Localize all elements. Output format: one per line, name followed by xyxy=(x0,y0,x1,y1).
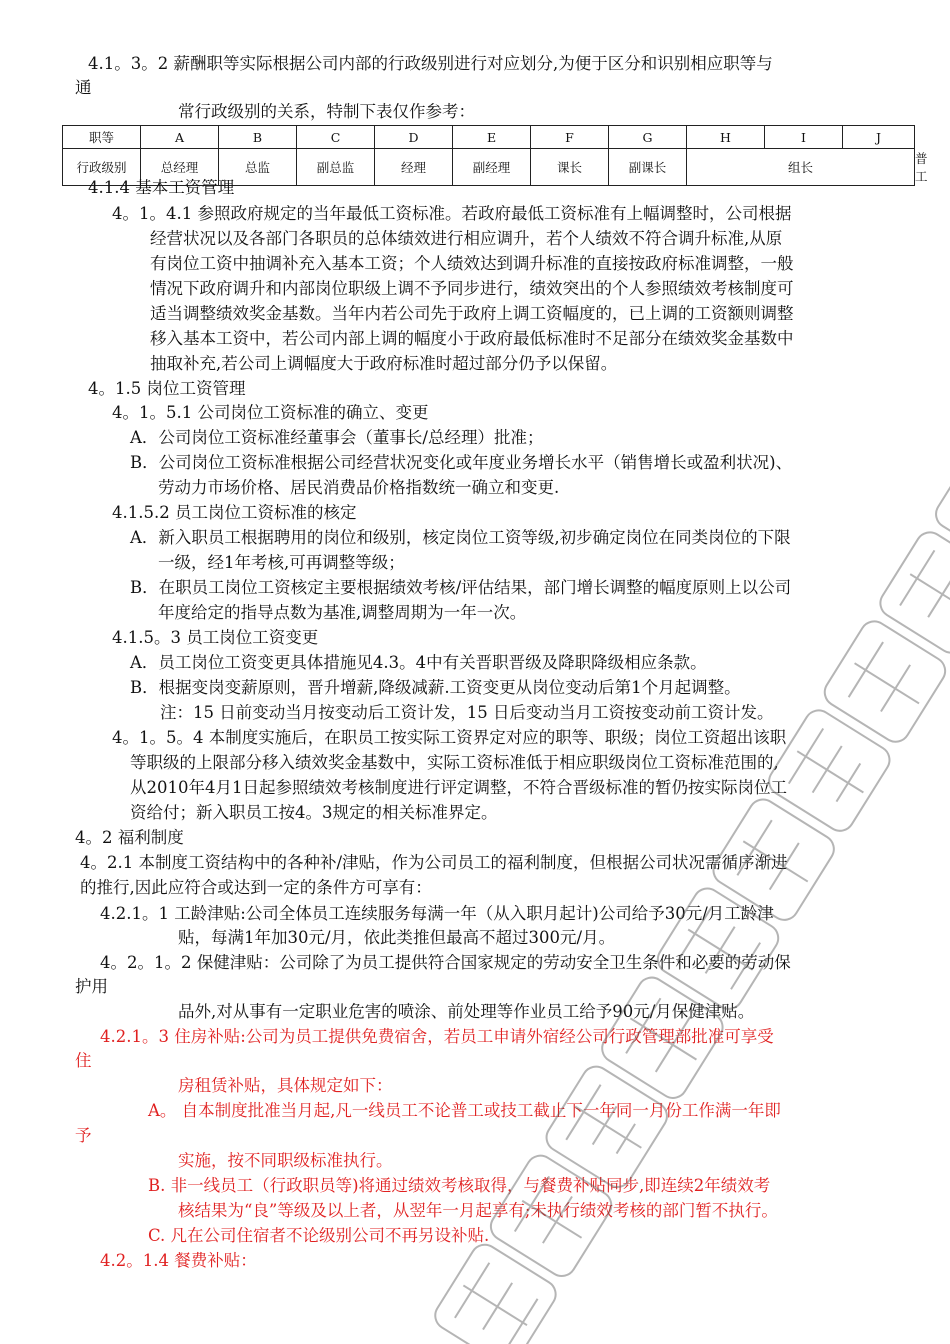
table-cell: I xyxy=(765,126,843,149)
table-cell: B xyxy=(219,126,297,149)
paragraph-line: 情况下政府调升和内部岗位职级上调不予同步进行，绩效突出的个人参照绩效考核制度可 xyxy=(150,279,794,298)
table-cell: 经理 xyxy=(375,149,453,186)
list-item: B．公司岗位工资标准根据公司经营状况变化或年度业务增长水平（销售增长或盈利状况)、 xyxy=(130,453,793,472)
table-cell: D xyxy=(375,126,453,149)
paragraph-4132: 4.1。3。2 薪酬职等实际根据公司内部的行政级别进行对应划分,为便于区分和识别相应职等与 xyxy=(88,54,773,73)
table-cell: 组长 xyxy=(687,149,915,186)
list-item-cont: 一级，经1年考核,可再调整等级； xyxy=(158,553,405,572)
paragraph-line: 从2010年4月1日起参照绩效考核制度进行评定调整，不符合晋级标准的暂仍按实际岗位工 xyxy=(130,778,787,797)
subsection-heading: 4.1.5。3 员工岗位工资变更 xyxy=(112,628,319,647)
section-heading-42: 4。2 福利制度 xyxy=(75,828,184,847)
table-cell: 课长 xyxy=(531,149,609,186)
paragraph-line: 适当调整绩效奖金基数。当年内若公司先于政府上调工资幅度的，已上调的工资额则调整 xyxy=(150,304,794,323)
table-cell: F xyxy=(531,126,609,149)
table-cell: G xyxy=(609,126,687,149)
paragraph-4132-wrap: 通 xyxy=(75,78,92,97)
paragraph-line: 有岗位工资中抽调补充入基本工资；个人绩效达到调升标准的直接按政府标准调整，一般 xyxy=(150,254,794,273)
grade-table xyxy=(62,125,928,186)
paragraph-line: 4。2。1。2 保健津贴：公司除了为员工提供符合国家规定的劳动安全卫生条件和必要的劳动保 xyxy=(100,953,791,972)
table-cell: 总经理 xyxy=(141,149,219,186)
table-row: 行政级别 总经理 总监 副总监 经理 副经理 课长 副课长 组长 普工 xyxy=(63,149,915,186)
table-cell: E xyxy=(453,126,531,149)
highlighted-list-item: 实施，按不同职级标准执行。 xyxy=(178,1151,393,1170)
highlighted-paragraph: 房租赁补贴，具体规定如下： xyxy=(178,1076,393,1095)
list-item: A．员工岗位工资变更具体措施见4.3。4中有关晋职晋级及降职降级相应条款。 xyxy=(130,653,707,672)
paragraph-line: 等职级的上限部分移入绩效奖金基数中，实际工资标准低于相应职级岗位工资标准范围的, xyxy=(130,753,779,772)
paragraph-line: 护用 xyxy=(75,977,108,996)
highlighted-list-item: 予 xyxy=(75,1126,92,1145)
list-item: A．新入职员工根据聘用的岗位和级别，核定岗位工资等级,初步确定岗位在同类岗位的下限 xyxy=(130,528,791,547)
table-cell: A xyxy=(141,126,219,149)
highlighted-paragraph: 4.2.1。3 住房补贴:公司为员工提供免费宿舍，若员工申请外宿经公司行政管理部批准可享受 xyxy=(100,1027,774,1046)
table-cell: H xyxy=(687,126,765,149)
paragraph-line: 4。1。4.1 参照政府规定的当年最低工资标准。若政府最低工资标准有上幅调整时，公司根据 xyxy=(112,204,792,223)
highlighted-list-item: 核结果为“良”等级及以上者，从翌年一月起享有;未执行绩效考核的部门暂不执行。 xyxy=(178,1201,778,1220)
highlighted-list-item: A。 自本制度批准当月起,凡一线员工不论普工或技工截止下一年同一月份工作满一年即 xyxy=(148,1101,781,1120)
list-item: B．在职员工岗位工资核定主要根据绩效考核/评估结果，部门增长调整的幅度原则上以公司 xyxy=(130,578,792,597)
paragraph-line: 品外,对从事有一定职业危害的喷涂、前处理等作业员工给予90元/月保健津贴。 xyxy=(178,1002,755,1021)
list-item-cont: 年度给定的指导点数为基准,调整周期为一年一次。 xyxy=(158,603,527,622)
table-cell: 副课长 xyxy=(609,149,687,186)
paragraph-line: 4。2.1 本制度工资结构中的各种补/津贴，作为公司员工的福利制度，但根据公司状况需循序渐进 xyxy=(80,853,788,872)
highlighted-list-item: C. 凡在公司住宿者不论级别公司不再另设补贴. xyxy=(148,1226,490,1245)
highlighted-paragraph: 住 xyxy=(75,1051,92,1070)
table-cell: 行政级别 xyxy=(63,149,141,186)
table-cell: 职等 xyxy=(63,126,141,149)
table-cell: J xyxy=(843,126,915,149)
list-item-cont: 劳动力市场价格、居民消费品价格指数统一确立和变更. xyxy=(158,478,560,497)
paragraph-line: 移入基本工资中，若公司内部上调的幅度小于政府最低标准时不足部分在绩效奖金基数中 xyxy=(150,329,794,348)
paragraph-line: 4.2.1。1 工龄津贴:公司全体员工连续服务每满一年（从入职月起计)公司给予30元/月工龄津 xyxy=(100,904,774,923)
note-text: 注：15 日前变动当月按变动后工资计发，15 日后变动当月工资按变动前工资计发。 xyxy=(160,703,774,722)
table-cell: 总监 xyxy=(219,149,297,186)
table-cell: 副总监 xyxy=(297,149,375,186)
subsection-heading: 4。1。5.1 公司岗位工资标准的确立、变更 xyxy=(112,403,429,422)
table-row xyxy=(63,126,915,149)
subsection-heading: 4.1.5.2 员工岗位工资标准的核定 xyxy=(112,503,357,522)
paragraph-line: 资给付；新入职员工按4。3规定的相关标准界定。 xyxy=(130,803,498,822)
section-heading-415: 4。1.5 岗位工资管理 xyxy=(88,379,246,398)
table-cell: C xyxy=(297,126,375,149)
list-item: A．公司岗位工资标准经董事会（董事长/总经理）批准； xyxy=(130,428,544,447)
paragraph-line: 贴，每满1年加30元/月，依此类推但最高不超过300元/月。 xyxy=(178,928,616,947)
paragraph-4132-cont: 常行政级别的关系，特制下表仅作参考： xyxy=(178,102,475,121)
paragraph-line: 经营状况以及各部门各职员的总体绩效进行相应调升，若个人绩效不符合调升标准,从原 xyxy=(150,229,783,248)
highlighted-list-item: B. 非一线员工（行政职员等)将通过绩效考核取得，与餐费补贴同步,即连续2年绩效考 xyxy=(148,1176,771,1195)
list-item: B．根据变岗变薪原则，晋升增薪,降级减薪.工资变更从岗位变动后第1个月起调整。 xyxy=(130,678,741,697)
paragraph-line: 4。1。5。4 本制度实施后，在职员工按实际工资界定对应的职等、职级；岗位工资超出该职 xyxy=(112,728,787,747)
section-heading-414: 4.1.4 基本工资管理 xyxy=(88,178,235,197)
highlighted-paragraph: 4.2。1.4 餐费补贴： xyxy=(100,1251,257,1270)
paragraph-line: 的推行,因此应符合或达到一定的条件方可享有： xyxy=(80,878,432,897)
table-cell: 副经理 xyxy=(453,149,531,186)
paragraph-line: 抽取补充,若公司上调幅度大于政府标准时超过部分仍予以保留。 xyxy=(150,354,618,373)
